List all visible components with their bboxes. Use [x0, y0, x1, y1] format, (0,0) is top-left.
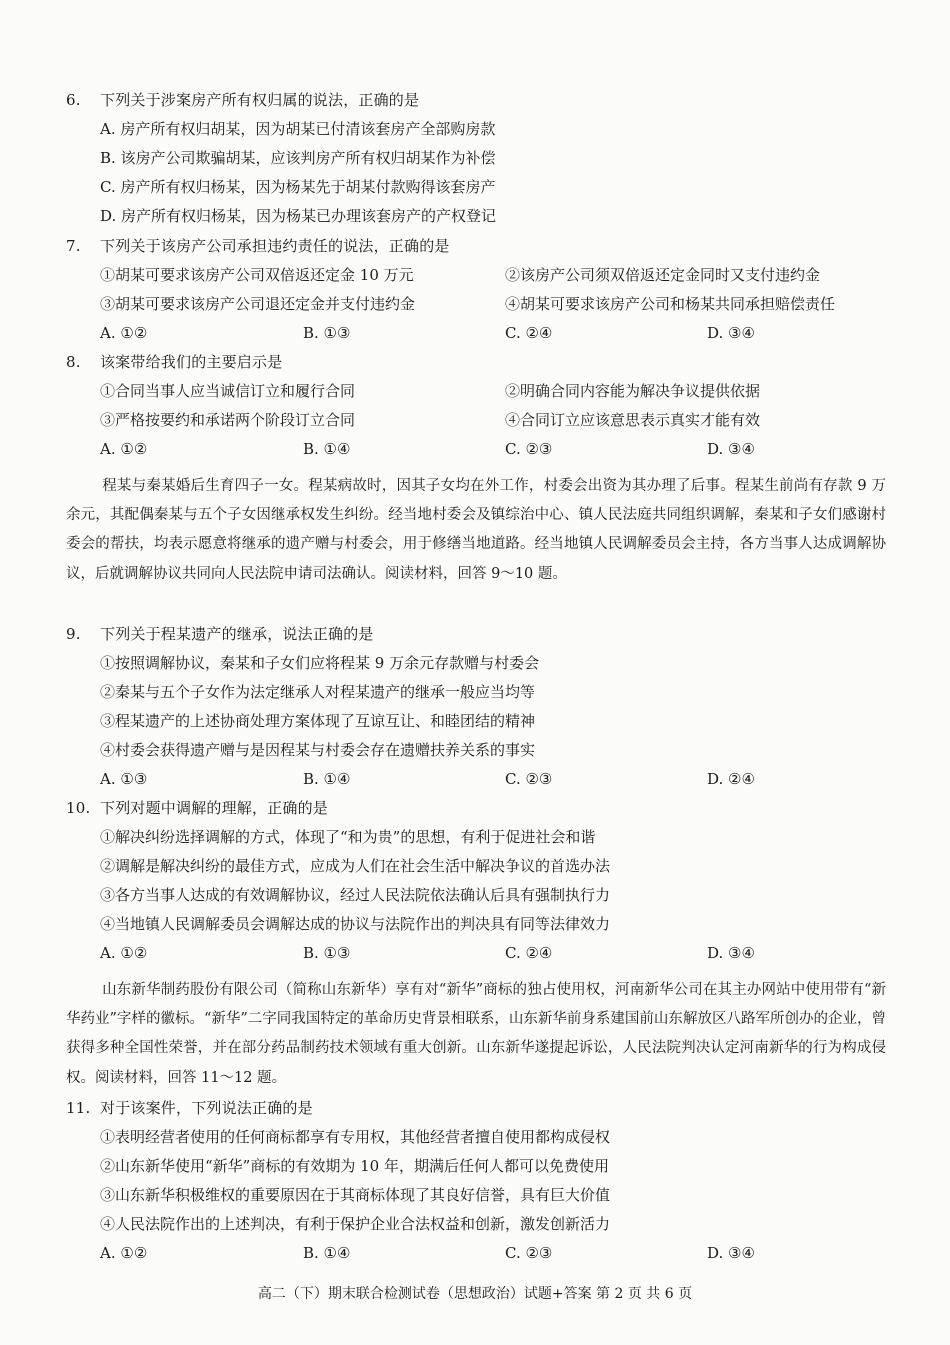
question-10-stem — [66, 798, 328, 818]
statement-3: ③山东新华积极维权的重要原因在于其商标体现了其良好信誉，具有巨大价值 — [100, 1186, 611, 1204]
statement-2: ②该房产公司须双倍返还定金同时又支付违约金 — [505, 266, 821, 284]
question-text: 下列关于该房产公司承担违约责任的说法，正确的是 — [100, 237, 450, 255]
statement-4: ④当地镇人民调解委员会调解达成的协议与法院作出的判决具有同等法律效力 — [100, 915, 611, 933]
material-text: 程某与秦某婚后生育四子一女。程某病故时，因其子女均在外工作，村委会出资为其办理了后事。程某生前尚有存款 9 万余元，其配偶秦某与五个子女因继承权发生纠纷。经当地村委会及镇综治中心、镇人民法庭共同组织调解，秦某和子女们感谢村委会的帮扶，均表示愿意将继承的遗产赠与村委会，用于修缮当地道路。经当地镇人民调解委员会主持，各方当事人达成调解协议，后就调解协议共同向人民法院申请司法确认。阅读材料，回答 9～10 题。 — [66, 478, 886, 582]
question-text: 下列关于程某遗产的继承，说法正确的是 — [100, 625, 374, 643]
question-6-stem — [66, 90, 419, 110]
statement-1: ①表明经营者使用的任何商标都享有专用权，其他经营者擅自使用都构成侵权 — [100, 1128, 611, 1146]
choice-a: A. ①③ — [100, 770, 148, 788]
statement-2: ②秦某与五个子女作为法定继承人对程某遗产的继承一般应当均等 — [100, 683, 536, 701]
choice-a: A. ①② — [100, 440, 148, 458]
statement-4: ④村委会获得遗产赠与是因程某与村委会存在遗赠扶养关系的事实 — [100, 741, 536, 759]
question-9-stem — [66, 624, 374, 644]
choice-d: D. ③④ — [707, 324, 755, 342]
statement-4: ④合同订立应该意思表示真实才能有效 — [505, 411, 761, 429]
choice-a: A. ①② — [100, 1244, 148, 1262]
choice-d: D. ②④ — [707, 770, 755, 788]
choice-a: A. ①② — [100, 944, 148, 962]
statement-4: ④胡某可要求该房产公司和杨某共同承担赔偿责任 — [505, 295, 836, 313]
statement-2: ②山东新华使用“新华”商标的有效期为 10 年，期满后任何人都可以免费使用 — [100, 1157, 609, 1175]
question-text: 对于该案件，下列说法正确的是 — [100, 1099, 313, 1117]
choice-b: B. ①④ — [303, 440, 351, 458]
statement-4: ④人民法院作出的上述判决，有利于保护企业合法权益和创新，激发创新活力 — [100, 1215, 611, 1233]
material-paragraph-1 — [66, 472, 886, 589]
statement-1: ①按照调解协议，秦某和子女们应将程某 9 万余元存款赠与村委会 — [100, 654, 540, 672]
choice-c: C. ②④ — [505, 944, 553, 962]
statement-2: ②调解是解决纠纷的最佳方式，应成为人们在社会生活中解决争议的首选办法 — [100, 857, 611, 875]
statement-3: ③程某遗产的上述协商处理方案体现了互谅互让、和睦团结的精神 — [100, 712, 536, 730]
option-b: B. 该房产公司欺骗胡某，应该判房产所有权归胡某作为补偿 — [100, 149, 496, 167]
question-number: 11. — [66, 1099, 91, 1117]
option-c: C. 房产所有权归杨某，因为杨某先于胡某付款购得该套房产 — [100, 178, 496, 196]
choice-c: C. ②③ — [505, 440, 553, 458]
choice-c: C. ②④ — [505, 324, 553, 342]
statement-3: ③各方当事人达成的有效调解协议，经过人民法院依法确认后具有强制执行力 — [100, 886, 611, 904]
question-text: 下列对题中调解的理解，正确的是 — [100, 799, 329, 817]
question-number: 6. — [66, 91, 81, 109]
statement-2: ②明确合同内容能为解决争议提供依据 — [505, 382, 761, 400]
choice-a: A. ①② — [100, 324, 148, 342]
question-11-stem — [66, 1098, 313, 1118]
choice-b: B. ①③ — [303, 944, 351, 962]
question-number: 9. — [66, 625, 81, 643]
statement-1: ①合同当事人应当诚信订立和履行合同 — [100, 382, 356, 400]
statement-3: ③胡某可要求该房产公司退还定金并支付违约金 — [100, 295, 416, 313]
question-text: 下列关于涉案房产所有权归属的说法，正确的是 — [100, 91, 420, 109]
statement-3: ③严格按要约和承诺两个阶段订立合同 — [100, 411, 356, 429]
statement-1: ①解决纠纷选择调解的方式，体现了“和为贵”的思想，有利于促进社会和谐 — [100, 828, 596, 846]
option-a: A. 房产所有权归胡某，因为胡某已付清该套房产全部购房款 — [100, 120, 496, 138]
choice-c: C. ②③ — [505, 1244, 553, 1262]
question-8-stem — [66, 352, 282, 372]
material-text: 山东新华制药股份有限公司（简称山东新华）享有对“新华”商标的独占使用权，河南新华公司在其主办网站中使用带有“新华药业”字样的徽标。“新华”二字同我国特定的革命历史背景相联系，山东新华前身系建国前山东解放区八路军所创办的企业，曾获得多种全国性荣誉，并在部分药品制药技术领域有重大创新。山东新华遂提起诉讼，人民法院判决认定河南新华的行为构成侵权。阅读材料，回答 11～12 题。 — [66, 982, 886, 1086]
choice-d: D. ③④ — [707, 440, 755, 458]
question-number: 7. — [66, 237, 81, 255]
choice-b: B. ①④ — [303, 770, 351, 788]
choice-c: C. ②③ — [505, 770, 553, 788]
page-footer: 高二（下）期末联合检测试卷（思想政治）试题+答案 第 2 页 共 6 页 — [257, 1286, 693, 1302]
option-d: D. 房产所有权归杨某，因为杨某已办理该套房产的产权登记 — [100, 207, 497, 225]
question-text: 该案带给我们的主要启示是 — [100, 353, 283, 371]
question-number: 10. — [66, 799, 91, 817]
question-number: 8. — [66, 353, 81, 371]
statement-1: ①胡某可要求该房产公司双倍返还定金 10 万元 — [100, 266, 414, 284]
choice-b: B. ①③ — [303, 324, 351, 342]
choice-b: B. ①④ — [303, 1244, 351, 1262]
material-paragraph-2 — [66, 976, 886, 1093]
question-7-stem — [66, 236, 450, 256]
choice-d: D. ③④ — [707, 1244, 755, 1262]
choice-d: D. ③④ — [707, 944, 755, 962]
